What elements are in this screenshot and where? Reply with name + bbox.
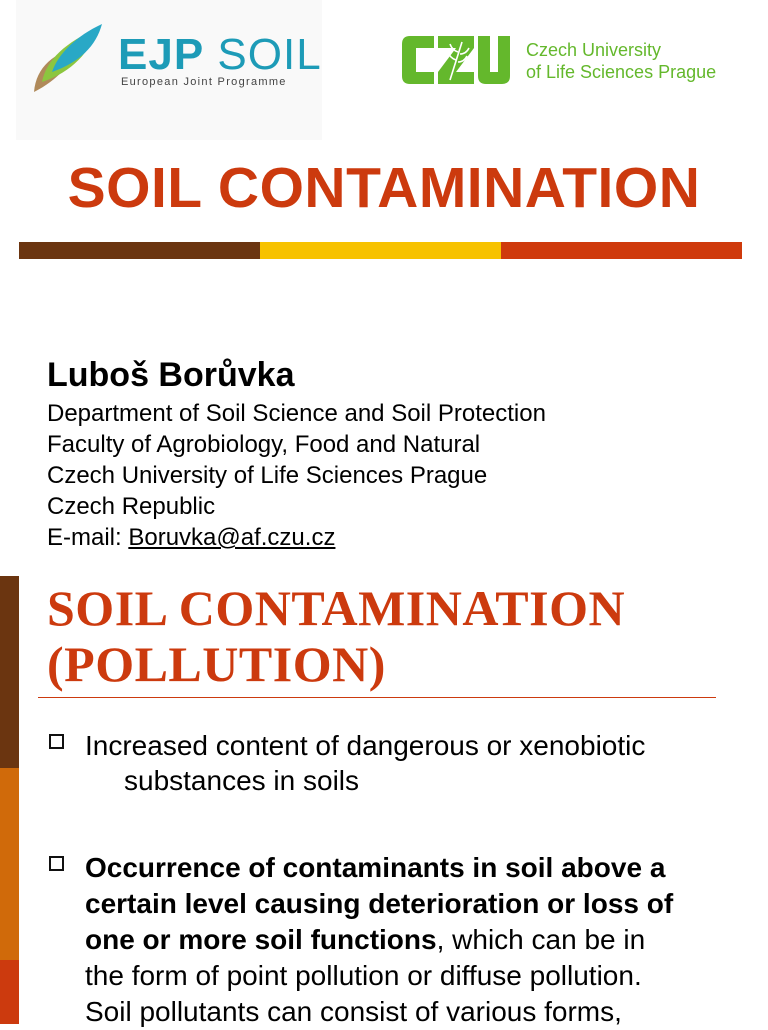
- bullet-square-icon: [49, 734, 64, 749]
- bullet-2-line3: [85, 922, 725, 958]
- ejp-logo-subtitle: European Joint Programme: [121, 76, 287, 88]
- email-link[interactable]: Boruvka@af.czu.cz: [128, 524, 336, 551]
- bullet-2-bold-line3: one or more soil functions: [85, 924, 437, 955]
- author-email-row: [47, 524, 335, 552]
- email-label: E-mail:: [47, 524, 129, 551]
- bullet-1-line1: Increased content of dangerous or xenobiotic: [85, 730, 646, 761]
- bullet-2-normal-line3: , which can be in: [436, 924, 646, 955]
- author-department: Department of Soil Science and Soil Protection: [47, 400, 546, 427]
- slide-title-line2: (POLLUTION): [47, 636, 386, 692]
- ejp-logo-title: [118, 30, 322, 80]
- divider-bar-red: [501, 242, 742, 259]
- author-country: Czech Republic: [47, 493, 216, 520]
- side-accent-brown: [0, 576, 19, 768]
- bullet-item-2: [85, 850, 725, 1030]
- ejp-leaf-icon: [32, 22, 104, 96]
- side-accent-orange: [0, 768, 19, 960]
- page-title: SOIL CONTAMINATION: [67, 156, 701, 220]
- slide-title-line1: SOIL CONTAMINATION: [47, 580, 626, 636]
- czu-logo-icon: [400, 32, 512, 88]
- author-university: Czech University of Life Sciences Prague: [47, 462, 488, 489]
- bullet-1-line2: substances in soils: [124, 765, 360, 796]
- bullet-square-icon: [49, 856, 64, 871]
- czu-logo-line1: Czech University: [526, 40, 662, 60]
- author-faculty: Faculty of Agrobiology, Food and Natural: [47, 431, 481, 458]
- ejp-logo-title-bold: EJP: [118, 30, 205, 79]
- title-underline: [38, 697, 716, 698]
- slide-title: [47, 580, 625, 692]
- bullet-2-line4: the form of point pollution or diffuse pollution.: [85, 960, 642, 991]
- side-accent-red: [0, 960, 19, 1024]
- divider-bar-yellow: [260, 242, 501, 259]
- author-name: Luboš Borůvka: [47, 356, 295, 394]
- bullet-2-line5: Soil pollutants can consist of various forms,: [85, 996, 622, 1027]
- bullet-2-bold-line1: Occurrence of contaminants in soil above a: [85, 852, 666, 883]
- czu-logo-text: [526, 39, 716, 83]
- ejp-logo-title-light: SOIL: [217, 30, 322, 79]
- bullet-2-bold-line2: certain level causing deterioration or loss of: [85, 888, 674, 919]
- czu-logo-line2: of Life Sciences Prague: [526, 62, 717, 82]
- divider-bar-brown: [19, 242, 260, 259]
- bullet-item-1: [85, 728, 645, 798]
